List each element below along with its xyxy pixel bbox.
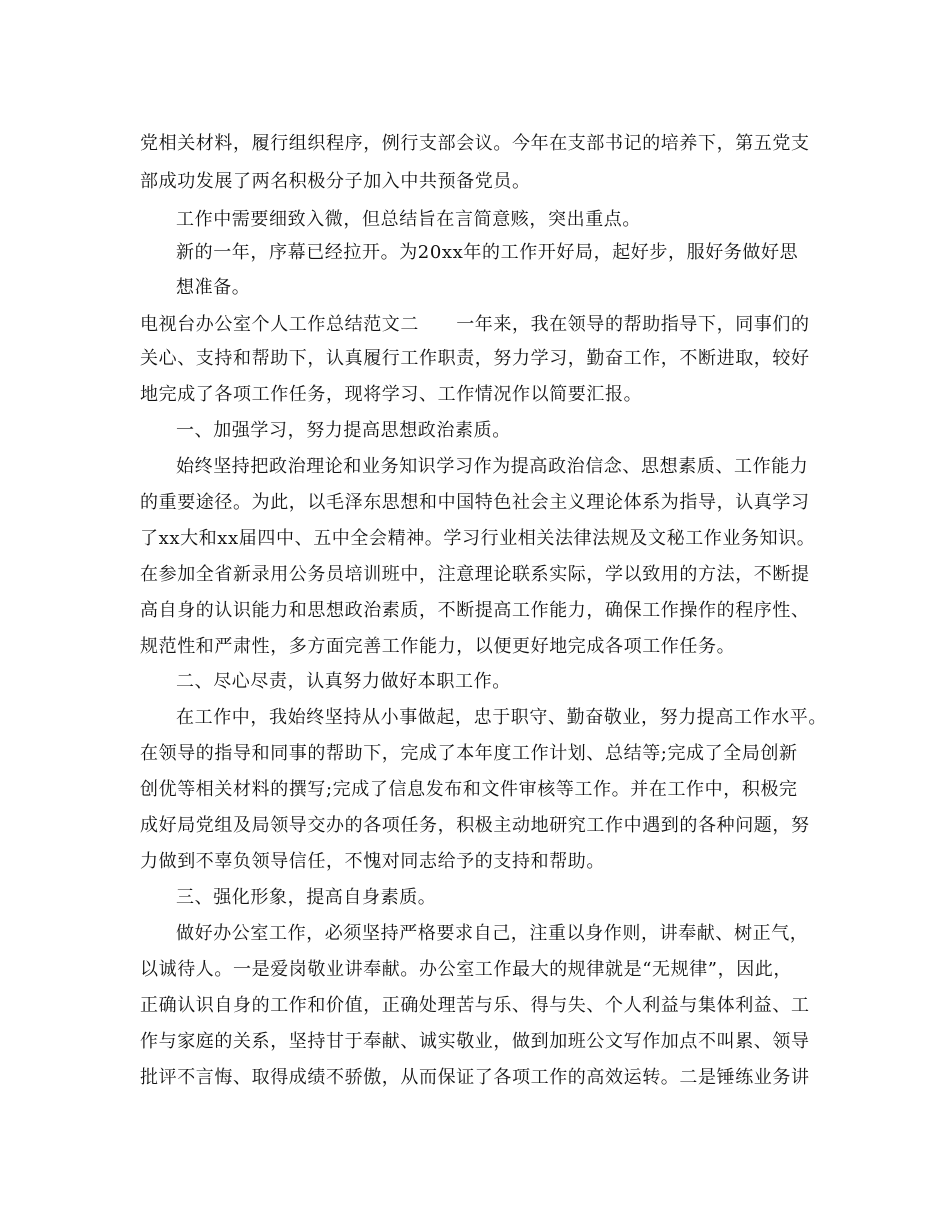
section-heading: 三、强化形象，提高自身素质。 bbox=[176, 887, 437, 908]
text-line: 了xx大和xx届四中、五中全会精神。学习行业相关法律法规及文秘工作业务知识。 bbox=[140, 528, 816, 549]
text-line: 地完成了各项工作任务，现将学习、工作情况作以简要汇报。 bbox=[140, 384, 643, 405]
text-line: 想准备。 bbox=[176, 277, 251, 298]
text-line: 党相关材料，履行组织程序，例行支部会议。今年在支部书记的培养下，第五党支 bbox=[140, 133, 810, 154]
text-line: 在参加全省新录用公务员培训班中，注意理论联系实际，学以致用的方法，不断提 bbox=[140, 564, 810, 585]
text-line: 创优等相关材料的撰写;完成了信息发布和文件审核等工作。并在工作中，积极完 bbox=[140, 779, 798, 800]
text-line: 电视台办公室个人工作总结范文二 一年来，我在领导的帮助指导下，同事们的 bbox=[140, 314, 810, 335]
section-heading: 一、加强学习，努力提高思想政治素质。 bbox=[176, 420, 511, 441]
text-line: 做好办公室工作，必须坚持严格要求自己，注重以身作则，讲奉献、树正气， bbox=[176, 923, 809, 944]
text-line: 以诚待人。一是爱岗敬业讲奉献。办公室工作最大的规律就是“无规律”，因此， bbox=[140, 959, 793, 980]
text-line: 始终坚持把政治理论和业务知识学习作为提高政治信念、思想素质、工作能力 bbox=[176, 456, 809, 477]
text-line: 作与家庭的关系，坚持甘于奉献、诚实敬业，做到加班公文写作加点不叫累、领导 bbox=[140, 1031, 810, 1052]
section-heading: 二、尽心尽责，认真努力做好本职工作。 bbox=[176, 671, 511, 692]
text-line: 部成功发展了两名积极分子加入中共预备党员。 bbox=[140, 171, 531, 192]
text-line: 在工作中，我始终坚持从小事做起，忠于职守、勤奋敬业，努力提高工作水平。 bbox=[176, 707, 827, 728]
text-line: 工作中需要细致入微，但总结旨在言简意赅，突出重点。 bbox=[176, 209, 641, 230]
text-line: 正确认识自身的工作和价值，正确处理苦与乐、得与失、个人利益与集体利益、工 bbox=[140, 995, 810, 1016]
text-line: 新的一年，序幕已经拉开。为20xx年的工作开好局，起好步，服好务做好思 bbox=[176, 242, 799, 263]
text-line: 规范性和严肃性，多方面完善工作能力，以便更好地完成各项工作任务。 bbox=[140, 636, 736, 657]
text-line: 批评不言悔、取得成绩不骄傲，从而保证了各项工作的高效运转。二是锤练业务讲 bbox=[140, 1067, 810, 1088]
text-line: 的重要途径。为此，以毛泽东思想和中国特色社会主义理论体系为指导，认真学习 bbox=[140, 492, 810, 513]
text-line: 在领导的指导和同事的帮助下，完成了本年度工作计划、总结等;完成了全局创新 bbox=[140, 743, 798, 764]
text-line: 力做到不辜负领导信任，不愧对同志给予的支持和帮助。 bbox=[140, 851, 605, 872]
text-line: 成好局党组及局领导交办的各项任务，积极主动地研究工作中遇到的各种问题，努 bbox=[140, 815, 810, 836]
text-line: 关心、支持和帮助下，认真履行工作职责，努力学习，勤奋工作，不断进取，较好 bbox=[140, 348, 810, 369]
text-line: 高自身的认识能力和思想政治素质，不断提高工作能力，确保工作操作的程序性、 bbox=[140, 600, 810, 621]
